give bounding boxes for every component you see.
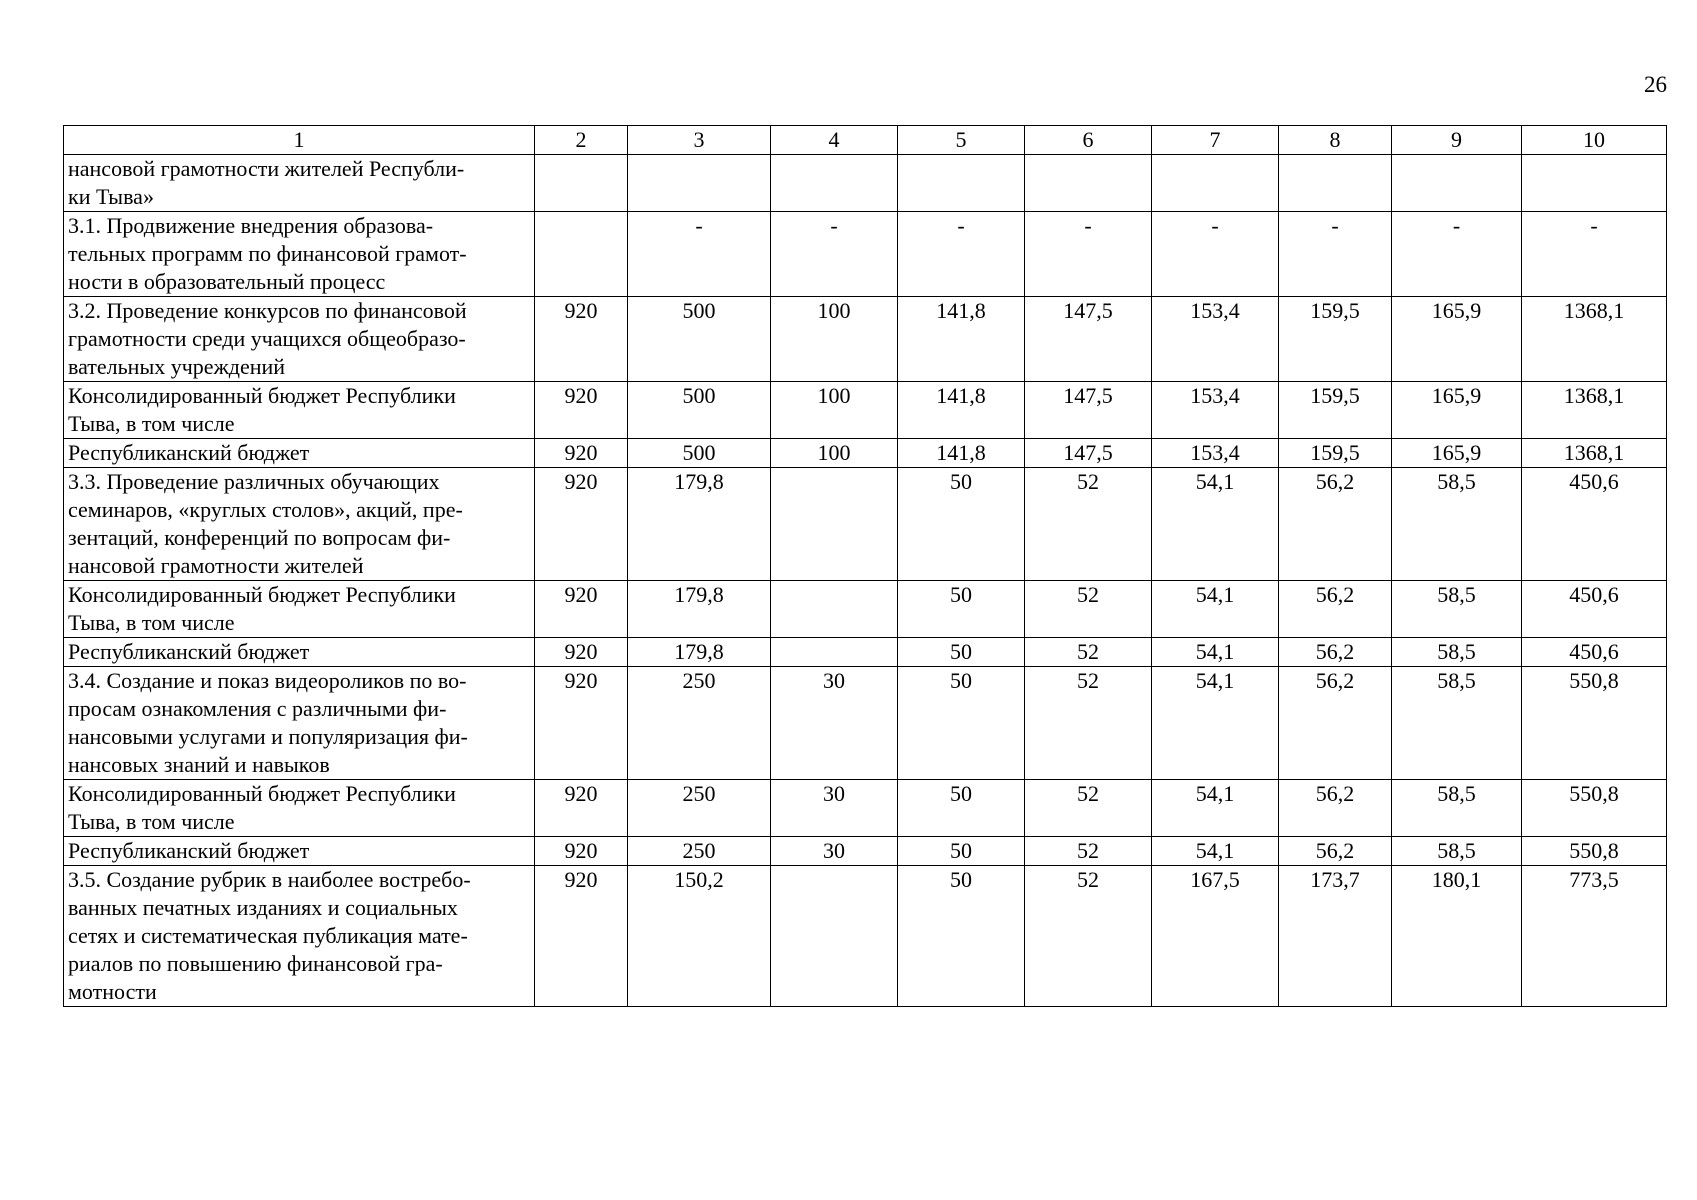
cell-value: 54,1 [1152,667,1279,780]
cell-value [771,155,898,212]
cell-value: 52 [1025,581,1152,638]
cell-value: 50 [898,780,1025,837]
cell-value: 50 [898,866,1025,1007]
column-header: 5 [898,126,1025,155]
cell-value [628,155,771,212]
table-row [64,468,1667,581]
cell-value: 100 [771,382,898,439]
column-header: 6 [1025,126,1152,155]
cell-value: 450,6 [1522,581,1667,638]
cell-value: - [1522,212,1667,297]
cell-value: 920 [535,667,628,780]
cell-value: 58,5 [1392,667,1522,780]
cell-value: 58,5 [1392,468,1522,581]
cell-value [771,638,898,667]
cell-value: 141,8 [898,382,1025,439]
cell-value: 250 [628,667,771,780]
cell-value: 153,4 [1152,382,1279,439]
cell-value: 159,5 [1279,439,1392,468]
table-row [64,212,1667,297]
cell-value: 450,6 [1522,468,1667,581]
cell-value: 1368,1 [1522,297,1667,382]
cell-value: 50 [898,837,1025,866]
cell-value: 153,4 [1152,297,1279,382]
cell-value: 147,5 [1025,297,1152,382]
cell-value: 54,1 [1152,780,1279,837]
table-row [64,667,1667,780]
cell-value: 165,9 [1392,382,1522,439]
cell-value: 500 [628,297,771,382]
cell-value: 150,2 [628,866,771,1007]
cell-value: - [1152,212,1279,297]
column-header: 7 [1152,126,1279,155]
cell-value: 153,4 [1152,439,1279,468]
table-row [64,638,1667,667]
cell-value [771,866,898,1007]
cell-value: 167,5 [1152,866,1279,1007]
cell-value [535,212,628,297]
cell-value: 920 [535,866,628,1007]
cell-value: 147,5 [1025,439,1152,468]
cell-value: 920 [535,382,628,439]
cell-value: 500 [628,382,771,439]
cell-value: 920 [535,780,628,837]
budget-table [63,125,1667,1007]
cell-value: 550,8 [1522,780,1667,837]
page-number: 26 [1644,72,1667,97]
cell-value: 159,5 [1279,297,1392,382]
row-name: Консолидированный бюджет Республики Тыва, в том числе [64,382,535,439]
cell-value: 54,1 [1152,837,1279,866]
cell-value: 550,8 [1522,837,1667,866]
cell-value: 500 [628,439,771,468]
column-header: 2 [535,126,628,155]
column-header: 9 [1392,126,1522,155]
row-name: нансовой грамотности жителей Республи- ки Тыва» [64,155,535,212]
table-row [64,297,1667,382]
cell-value: 50 [898,638,1025,667]
cell-value: 1368,1 [1522,439,1667,468]
table-row [64,439,1667,468]
cell-value: 52 [1025,780,1152,837]
cell-value: 550,8 [1522,667,1667,780]
row-name: 3.2. Проведение конкурсов по финансовой грамотности среди учащихся общеобразо- вательных учреждений [64,297,535,382]
cell-value: 159,5 [1279,382,1392,439]
cell-value [771,581,898,638]
cell-value: 52 [1025,468,1152,581]
column-header: 10 [1522,126,1667,155]
cell-value: 920 [535,297,628,382]
row-name: Республиканский бюджет [64,837,535,866]
cell-value [771,468,898,581]
row-name: 3.5. Создание рубрик в наиболее востребо- ванных печатных изданиях и социальных сетях и систематическая публикация мате- риалов по повышению финансовой гра- мотности [64,866,535,1007]
cell-value: 920 [535,581,628,638]
cell-value: 165,9 [1392,439,1522,468]
column-header: 8 [1279,126,1392,155]
cell-value: 56,2 [1279,667,1392,780]
cell-value [898,155,1025,212]
cell-value: 920 [535,468,628,581]
cell-value: 179,8 [628,468,771,581]
cell-value: 165,9 [1392,297,1522,382]
cell-value: 920 [535,638,628,667]
cell-value: 30 [771,837,898,866]
row-name: Консолидированный бюджет Республики Тыва, в том числе [64,581,535,638]
cell-value: 52 [1025,837,1152,866]
cell-value: 450,6 [1522,638,1667,667]
table-row [64,382,1667,439]
cell-value: 52 [1025,866,1152,1007]
cell-value: 141,8 [898,297,1025,382]
row-name: Республиканский бюджет [64,439,535,468]
cell-value: - [1025,212,1152,297]
cell-value: 50 [898,581,1025,638]
cell-value: - [771,212,898,297]
table-row [64,581,1667,638]
cell-value [1392,155,1522,212]
cell-value [535,155,628,212]
cell-value: 100 [771,439,898,468]
row-name: 3.4. Создание и показ видеороликов по во- просам ознакомления с различными фи- нансовыми услугами и популяризация фи- нансовых знаний и навыков [64,667,535,780]
cell-value: 179,8 [628,638,771,667]
table-row [64,866,1667,1007]
row-name: 3.3. Проведение различных обучающих семинаров, «круглых столов», акций, пре- зентаций, конференций по вопросам фи- нансовой грамотности жителей [64,468,535,581]
table-row [64,155,1667,212]
cell-value [1522,155,1667,212]
cell-value: 50 [898,667,1025,780]
cell-value: 141,8 [898,439,1025,468]
cell-value: - [628,212,771,297]
cell-value: 54,1 [1152,638,1279,667]
row-name: Консолидированный бюджет Республики Тыва, в том числе [64,780,535,837]
cell-value: 52 [1025,638,1152,667]
cell-value: 250 [628,780,771,837]
cell-value: 100 [771,297,898,382]
cell-value: 56,2 [1279,468,1392,581]
cell-value: 58,5 [1392,837,1522,866]
cell-value: 180,1 [1392,866,1522,1007]
cell-value: - [898,212,1025,297]
cell-value: 56,2 [1279,581,1392,638]
cell-value: 52 [1025,667,1152,780]
cell-value: 920 [535,837,628,866]
row-name: 3.1. Продвижение внедрения образова- тельных программ по финансовой грамот- ности в образовательный процесс [64,212,535,297]
cell-value: 920 [535,439,628,468]
row-name: Республиканский бюджет [64,638,535,667]
cell-value: - [1279,212,1392,297]
cell-value [1279,155,1392,212]
cell-value: 147,5 [1025,382,1152,439]
column-header: 3 [628,126,771,155]
cell-value: 1368,1 [1522,382,1667,439]
cell-value: 58,5 [1392,638,1522,667]
table-row [64,837,1667,866]
cell-value: 30 [771,780,898,837]
cell-value [1152,155,1279,212]
cell-value: 54,1 [1152,468,1279,581]
cell-value: 58,5 [1392,581,1522,638]
cell-value: 56,2 [1279,837,1392,866]
cell-value: 30 [771,667,898,780]
cell-value: 179,8 [628,581,771,638]
column-header: 1 [64,126,535,155]
cell-value: 250 [628,837,771,866]
column-number-row [64,126,1667,155]
cell-value: 54,1 [1152,581,1279,638]
cell-value: 773,5 [1522,866,1667,1007]
cell-value: 56,2 [1279,638,1392,667]
cell-value: 50 [898,468,1025,581]
column-header: 4 [771,126,898,155]
cell-value: - [1392,212,1522,297]
cell-value: 58,5 [1392,780,1522,837]
table-row [64,780,1667,837]
cell-value: 173,7 [1279,866,1392,1007]
cell-value: 56,2 [1279,780,1392,837]
cell-value [1025,155,1152,212]
